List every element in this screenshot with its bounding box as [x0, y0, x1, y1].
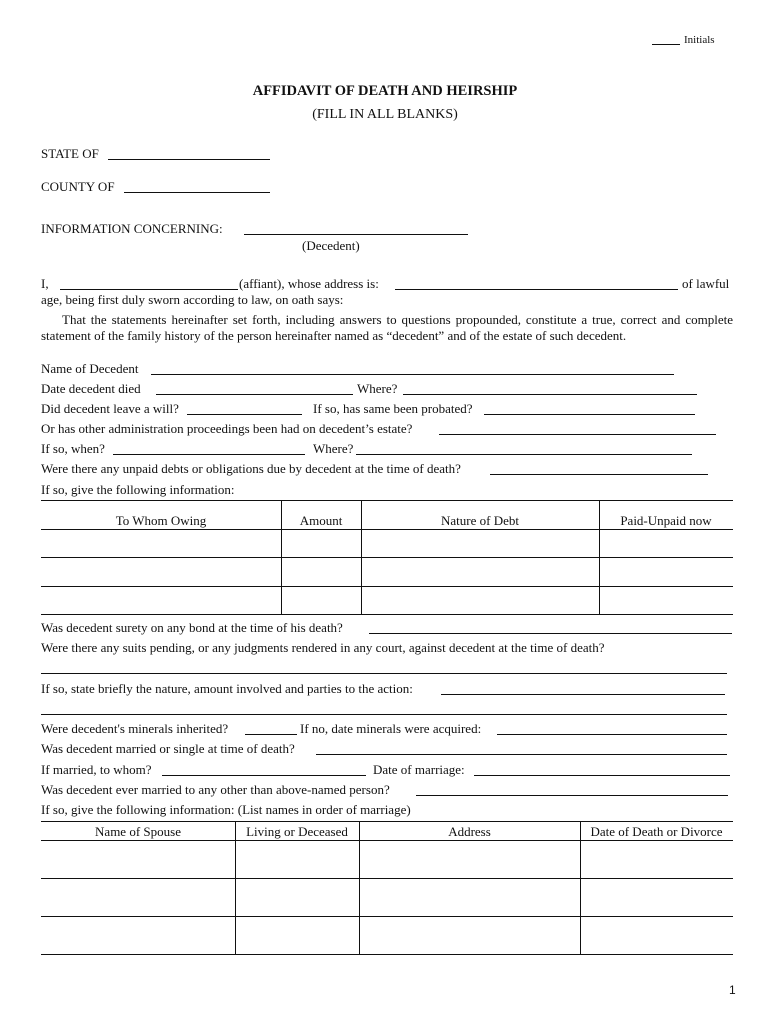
lawful-label: of lawful [682, 276, 730, 291]
minerals-date-field[interactable] [497, 734, 727, 735]
debts-label: Were there any unpaid debts or obligations due by decedent at the time of death? [41, 461, 461, 476]
debt-header-amount: Amount [299, 513, 343, 528]
spouse-header-date: Date of Death or Divorce [590, 824, 723, 839]
minerals-label: Were decedent's minerals inherited? [41, 721, 229, 736]
affiant-name-field[interactable] [60, 289, 238, 290]
statement-paragraph: That the statements hereinafter set forth, including answers to questions propounded, constitute a true, correct and complete statement of the family history of the person hereinafter named as “decedent” and of the estate of such decedent. [41, 312, 733, 343]
married-to-field[interactable] [162, 775, 366, 776]
married-single-field[interactable] [316, 754, 727, 755]
surety-label: Was decedent surety on any bond at the time of his death? [41, 620, 343, 635]
debts-field[interactable] [490, 474, 708, 475]
page-subtitle: (FILL IN ALL BLANKS) [312, 107, 458, 122]
where-field[interactable] [403, 394, 697, 395]
spouse-row-line [41, 954, 733, 955]
spouse-header-name: Name of Spouse [95, 824, 181, 839]
spouse-header-living: Living or Deceased [246, 824, 348, 839]
debt-header-paid: Paid-Unpaid now [620, 513, 712, 528]
will-label: Did decedent leave a will? [41, 401, 179, 416]
spouse-info-label: If so, give the following information: (List names in order of marriage) [41, 802, 411, 817]
debt-col-divider [361, 500, 362, 614]
state-of-label: STATE OF [41, 146, 99, 161]
suits-field[interactable] [41, 673, 727, 674]
name-of-decedent-label: Name of Decedent [41, 361, 139, 376]
date-died-label: Date decedent died [41, 381, 141, 396]
nature-field[interactable] [441, 694, 725, 695]
debt-header-nature: Nature of Debt [441, 513, 519, 528]
county-of-label: COUNTY OF [41, 179, 115, 194]
spouse-header-address: Address [448, 824, 491, 839]
probated-label: If so, has same been probated? [313, 401, 473, 416]
spouse-col-divider [235, 821, 236, 954]
ever-married-field[interactable] [416, 795, 728, 796]
date-of-marriage-field[interactable] [474, 775, 730, 776]
married-single-label: Was decedent married or single at time of death? [41, 741, 295, 756]
debt-col-divider [599, 500, 600, 614]
debt-row-line [41, 529, 733, 530]
spouse-col-divider [580, 821, 581, 954]
page-title: AFFIDAVIT OF DEATH AND HEIRSHIP [252, 83, 518, 99]
debt-row-line [41, 557, 733, 558]
nature-field-2[interactable] [41, 714, 727, 715]
where2-label: Where? [313, 441, 354, 456]
decedent-caption: (Decedent) [302, 238, 360, 253]
date-died-field[interactable] [156, 394, 353, 395]
state-of-field[interactable] [108, 159, 270, 160]
nature-label: If so, state briefly the nature, amount involved and parties to the action: [41, 681, 413, 696]
ever-married-label: Was decedent ever married to any other than above-named person? [41, 782, 390, 797]
i-label: I, [41, 276, 49, 291]
sworn-line: age, being first duly sworn according to law, on oath says: [41, 292, 344, 307]
give-info-label: If so, give the following information: [41, 482, 235, 497]
probated-field[interactable] [484, 414, 695, 415]
if-so-when-field[interactable] [113, 454, 305, 455]
spouse-table-top-rule [41, 821, 733, 822]
debt-col-divider [281, 500, 282, 614]
minerals-no-label: If no, date minerals were acquired: [300, 721, 482, 736]
county-of-field[interactable] [124, 192, 270, 193]
will-field[interactable] [187, 414, 302, 415]
page-number: 1 [729, 983, 736, 997]
debt-row-line [41, 614, 733, 615]
debt-row-line [41, 586, 733, 587]
married-to-label: If married, to whom? [41, 762, 152, 777]
date-of-marriage-label: Date of marriage: [373, 762, 465, 777]
suits-label: Were there any suits pending, or any judgments rendered in any court, against decedent at the time of death? [41, 640, 605, 655]
information-concerning-label: INFORMATION CONCERNING: [41, 221, 223, 236]
decedent-field[interactable] [244, 234, 468, 235]
minerals-field[interactable] [245, 734, 297, 735]
affiant-address-label: (affiant), whose address is: [239, 276, 379, 291]
where-label: Where? [357, 381, 398, 396]
debt-header-owing: To Whom Owing [115, 513, 207, 528]
debt-table-top-rule [41, 500, 733, 501]
initials-label: Initials [684, 34, 715, 46]
spouse-row-line [41, 878, 733, 879]
spouse-col-divider [359, 821, 360, 954]
admin-label: Or has other administration proceedings been had on decedent’s estate? [41, 421, 413, 436]
affiant-address-field[interactable] [395, 289, 678, 290]
surety-field[interactable] [369, 633, 732, 634]
spouse-row-line [41, 916, 733, 917]
if-so-when-label: If so, when? [41, 441, 105, 456]
spouse-row-line [41, 840, 733, 841]
admin-field[interactable] [439, 434, 716, 435]
name-of-decedent-field[interactable] [151, 374, 674, 375]
where2-field[interactable] [356, 454, 692, 455]
initials-blank[interactable] [652, 44, 680, 45]
